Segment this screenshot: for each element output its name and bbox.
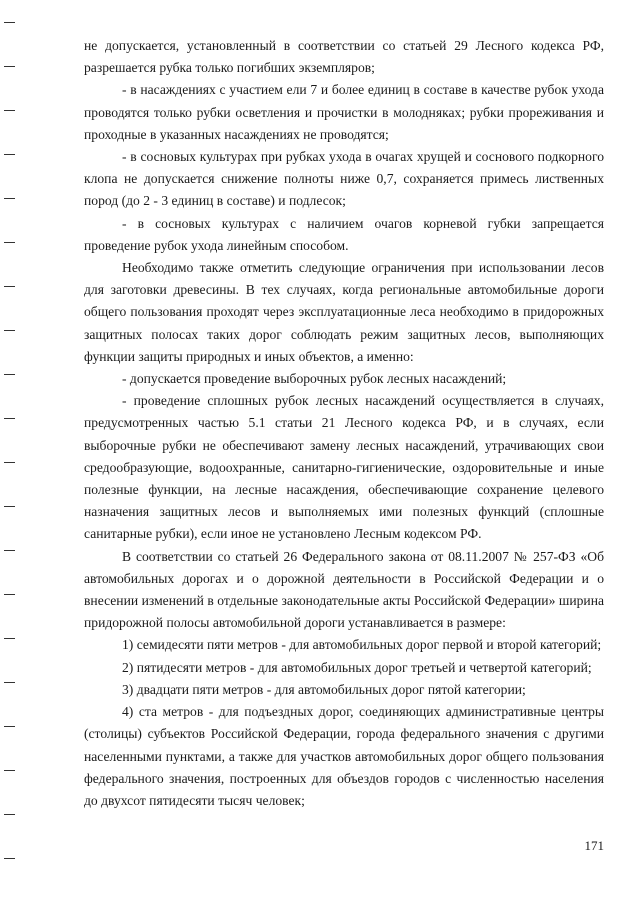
margin-mark [4, 66, 15, 67]
list-item-road-strip-2: 2) пятидесяти метров - для автомобильных дорог третьей и четвертой категорий; [122, 659, 592, 675]
margin-mark [4, 418, 15, 419]
margin-mark [4, 22, 15, 23]
margin-mark [4, 506, 15, 507]
paragraph-pine-cultures-root-fungus: - в сосновых культурах с наличием очагов корневой губки запрещается проведение рубок ухода линейным способом. [84, 215, 604, 253]
margin-mark [4, 242, 15, 243]
margin-mark [4, 330, 15, 331]
margin-mark [4, 682, 15, 683]
margin-mark [4, 726, 15, 727]
page-number: 171 [584, 838, 604, 853]
margin-mark [4, 110, 15, 111]
margin-mark [4, 374, 15, 375]
margin-mark [4, 770, 15, 771]
margin-mark [4, 594, 15, 595]
list-item-road-strip-3: 3) двадцати пяти метров - для автомобильных дорог пятой категории; [122, 681, 526, 697]
margin-mark [4, 638, 15, 639]
list-item-road-strip-1: 1) семидесяти пяти метров - для автомобильных дорог первой и второй категорий; [122, 637, 602, 653]
body-text [84, 35, 604, 812]
margin-mark [4, 858, 15, 859]
list-item-road-strip-4: 4) ста метров - для подъездных дорог, соединяющих административные центры (столицы) субъектов Российской Федерации, города федерального значения с другими населенными пунктами, а также для участков автомобильных дорог общего пользования федерального значения, построенных для объездов городов с численностью населения до двухсот пятидесяти тысяч человек; [84, 704, 604, 808]
paragraph-fire-restriction-continuation: не допускается, установленный в соответствии со статьей 29 Лесного кодекса РФ, разрешается рубка только погибших экземпляров; [84, 38, 604, 76]
margin-mark [4, 154, 15, 155]
paragraph-pine-cultures-pests: - в сосновых культурах при рубках ухода в очагах хрущей и соснового подкорного клопа не допускается снижение полноты ниже 0,7, сохраняется примесь лиственных пород (до 2 - 3 единиц в составе) и подлесок; [84, 149, 604, 209]
margin-binding-marks [0, 0, 20, 905]
margin-mark [4, 198, 15, 199]
paragraph-road-restrictions-intro: Необходимо также отметить следующие ограничения при использовании лесов для заготовки древесины. В тех случаях, когда региональные автомобильные дороги общего пользования проходят через эксплуатационные леса необходимо в придорожных защитных полосах таких дорог соблюдать режим защитных лесов, выполняющих функции защиты природных и иных объектов, а именно: [84, 260, 604, 364]
paragraph-spruce-stands: - в насаждениях с участием ели 7 и более единиц в составе в качестве рубок ухода проводятся только рубки осветления и прочистки в молодняках; рубки прореживания и проходные в указанных насаждениях не проводятся; [84, 82, 604, 142]
paragraph-selective-felling: - допускается проведение выборочных рубок лесных насаждений; [122, 371, 507, 387]
margin-mark [4, 286, 15, 287]
margin-mark [4, 814, 15, 815]
paragraph-clear-felling: - проведение сплошных рубок лесных насаждений осуществляется в случаях, предусмотренных частью 5.1 статьи 21 Лесного кодекса РФ, и в случаях, если выборочные рубки не обеспечивают замену лесных насаждений, утрачивающих свои средообразующие, водоохранные, санитарно-гигиенические, оздоровительные и иные полезные функции, на лесные насаждения, обеспечивающие сохранение целевого назначения защитных лесов и выполняемых ими полезных функций (сплошные санитарные рубки), если иное не установлено Лесным кодексом РФ. [84, 393, 604, 542]
paragraph-federal-law-reference: В соответствии со статьей 26 Федерального закона от 08.11.2007 № 257-ФЗ «Об автомобильных дорогах и о дорожной деятельности в Российской Федерации и о внесении изменений в отдельные законодательные акты Российской Федерации» ширина придорожной полосы автомобильной дороги устанавливается в размере: [84, 548, 604, 631]
margin-mark [4, 462, 15, 463]
margin-mark [4, 550, 15, 551]
